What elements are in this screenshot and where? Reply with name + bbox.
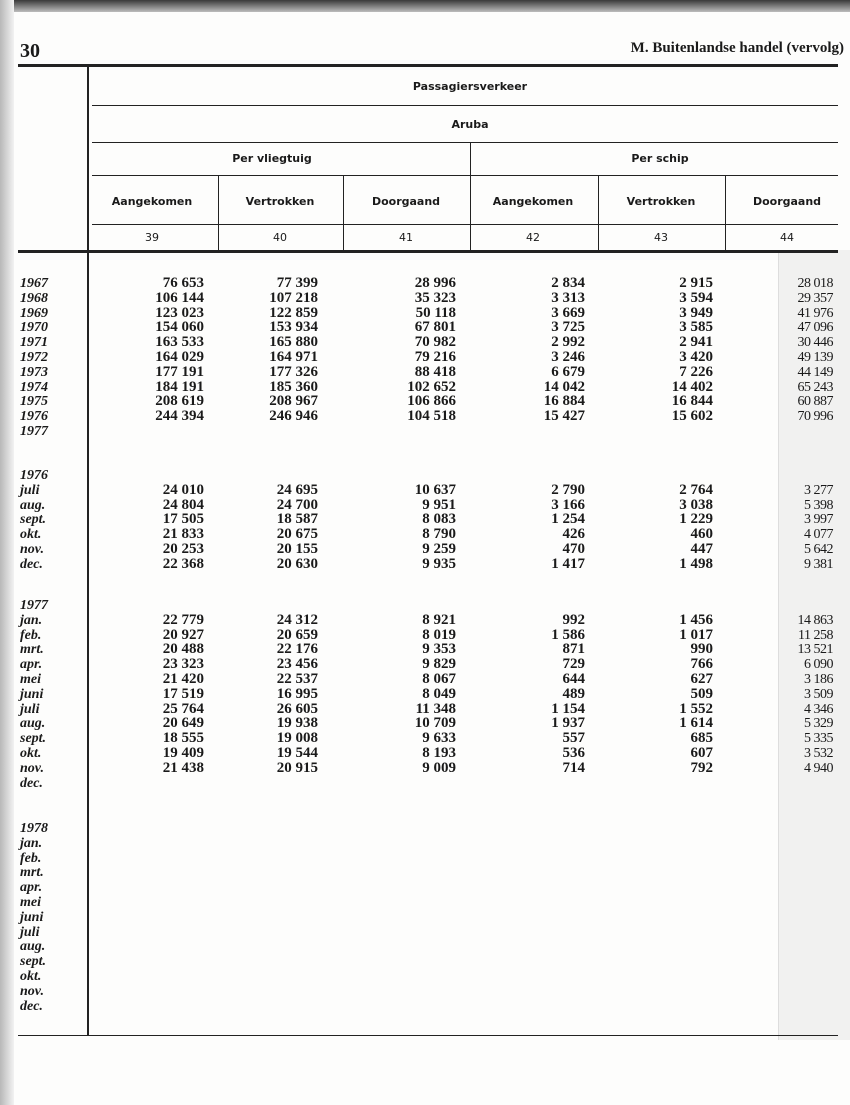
row-label: sept.: [20, 512, 47, 528]
table-cell: 22 176: [276, 641, 318, 658]
table-cell: 9 935: [422, 555, 456, 572]
row-label: dec.: [20, 556, 43, 572]
table-cell: 2 941: [679, 334, 713, 351]
col-header: Aangekomen: [111, 195, 193, 208]
table-cell: 24 312: [276, 611, 318, 628]
table-cell: 3 166: [551, 496, 585, 513]
table-cell: 992: [562, 611, 585, 628]
rule: [92, 175, 838, 176]
table-cell: 2 834: [551, 275, 585, 291]
binding-shadow: [0, 0, 14, 1105]
table-cell: 4 940: [804, 760, 833, 776]
row-label: juli: [20, 924, 40, 940]
divider: [725, 175, 726, 252]
table-cell: 29 357: [797, 290, 833, 306]
table-cell: 41 976: [797, 305, 833, 321]
row-label: aug.: [20, 716, 46, 732]
row-label: feb.: [20, 627, 42, 643]
col-number: 43: [654, 231, 668, 244]
row-label: nov.: [20, 542, 44, 557]
divider: [343, 175, 344, 252]
table-cell: 447: [690, 541, 713, 557]
table-cell: 20 649: [162, 715, 204, 732]
table-cell: 4 346: [804, 701, 833, 717]
row-label: okt.: [20, 527, 42, 543]
table-cell: 14 863: [797, 612, 833, 628]
table-cell: 3 594: [679, 289, 713, 306]
table-cell: 8 193: [422, 745, 456, 761]
rule: [92, 224, 838, 225]
table-cell: 164 971: [269, 349, 318, 365]
table-cell: 15 427: [543, 408, 585, 425]
table-cell: 21 420: [162, 671, 204, 687]
row-label: 1972: [20, 350, 48, 365]
table-cell: 13 521: [797, 642, 833, 658]
row-label: 1970: [20, 320, 48, 336]
table-cell: 6 679: [551, 363, 585, 380]
table-cell: 21 833: [162, 526, 204, 543]
table-cell: 67 801: [414, 319, 456, 336]
table-cell: 8 790: [422, 526, 456, 543]
table-cell: 1 017: [679, 626, 713, 643]
table-cell: 5 642: [804, 542, 833, 557]
table-cell: 153 934: [269, 319, 318, 336]
table-cell: 26 605: [276, 700, 318, 717]
table-cell: 10 637: [414, 481, 456, 498]
table-cell: 3 585: [679, 319, 713, 336]
table-cell: 24 695: [276, 481, 318, 498]
table-cell: 104 518: [407, 408, 456, 425]
divider: [598, 175, 599, 252]
rule: [92, 105, 838, 106]
top-rule: [18, 64, 838, 67]
table-cell: 76 653: [162, 275, 204, 291]
table-cell: 35 323: [414, 289, 456, 306]
table-cell: 24 010: [162, 481, 204, 498]
table-cell: 22 368: [162, 555, 204, 572]
row-label: 1968: [20, 290, 48, 306]
table-cell: 871: [562, 641, 585, 658]
row-label: jan.: [20, 835, 43, 851]
col-header: Aangekomen: [492, 195, 574, 208]
table-cell: 20 253: [162, 541, 204, 557]
row-label: dec.: [20, 998, 43, 1014]
table-cell: 28 018: [797, 276, 833, 291]
row-label: mrt.: [20, 865, 44, 881]
table-cell: 3 949: [679, 304, 713, 321]
row-label: juli: [20, 482, 40, 498]
col-number: 42: [526, 231, 540, 244]
scan-edge: [0, 0, 850, 12]
table-cell: 11 258: [798, 627, 833, 643]
table-cell: 11 348: [415, 700, 456, 717]
table-cell: 15 602: [671, 408, 713, 425]
table-cell: 16 844: [671, 393, 713, 410]
table-cell: 729: [562, 656, 585, 673]
table-cell: 177 326: [269, 363, 318, 380]
row-label: mei: [20, 672, 41, 687]
table-cell: 3 997: [804, 512, 833, 528]
table-cell: 1 614: [679, 715, 713, 732]
table-cell: 19 544: [276, 745, 318, 761]
table-cell: 77 399: [276, 275, 318, 291]
rule: [92, 142, 838, 143]
table-cell: 14 042: [543, 378, 585, 395]
table-cell: 766: [690, 656, 713, 673]
col-number: 40: [273, 231, 287, 244]
table-cell: 122 859: [269, 304, 318, 321]
table-cell: 17 505: [162, 511, 204, 528]
table-cell: 8 049: [422, 685, 456, 702]
table-cell: 3 669: [551, 304, 585, 321]
header-mode-sea: Per schip: [631, 152, 689, 165]
table-cell: 185 360: [269, 378, 318, 395]
table-cell: 1 586: [551, 626, 585, 643]
divider: [470, 142, 471, 252]
col-header: Doorgaand: [371, 195, 441, 208]
row-label: 1976: [20, 409, 48, 425]
table-cell: 28 996: [414, 275, 456, 291]
table-cell: 106 144: [155, 289, 204, 306]
table-cell: 1 154: [551, 700, 585, 717]
row-label: 1975: [20, 394, 48, 410]
table-cell: 8 921: [422, 611, 456, 628]
row-label: okt.: [20, 746, 42, 761]
table-cell: 3 277: [804, 482, 833, 498]
table-cell: 536: [562, 745, 585, 761]
stub-divider: [87, 66, 89, 1036]
table-cell: 8 067: [422, 671, 456, 687]
table-cell: 25 764: [162, 700, 204, 717]
table-cell: 3 420: [679, 349, 713, 365]
table-cell: 470: [562, 541, 585, 557]
table-cell: 20 630: [276, 555, 318, 572]
table-cell: 30 446: [797, 335, 833, 351]
bottom-rule: [18, 1035, 838, 1036]
table-cell: 22 537: [276, 671, 318, 687]
table-cell: 792: [690, 759, 713, 776]
table-cell: 14 402: [671, 378, 713, 395]
table-cell: 165 880: [269, 334, 318, 351]
table-cell: 208 619: [155, 393, 204, 410]
table-cell: 47 096: [797, 320, 833, 336]
row-label: aug.: [20, 939, 46, 955]
table-cell: 44 149: [797, 364, 833, 380]
table-cell: 685: [690, 730, 713, 747]
table-cell: 18 555: [162, 730, 204, 747]
col-number: 41: [399, 231, 413, 244]
section-title: 1976: [20, 468, 48, 483]
table-cell: 7 226: [679, 363, 713, 380]
row-label: sept.: [20, 731, 47, 747]
table-cell: 9 829: [422, 656, 456, 673]
table-cell: 2 764: [679, 481, 713, 498]
row-label: 1973: [20, 364, 48, 380]
table-cell: 557: [562, 730, 585, 747]
table-cell: 49 139: [797, 350, 833, 365]
table-cell: 3 313: [551, 289, 585, 306]
row-label: 1977: [20, 424, 48, 439]
table-cell: 106 866: [407, 393, 456, 410]
table-cell: 79 216: [414, 349, 456, 365]
row-label: sept.: [20, 954, 47, 970]
section-title: 1978: [20, 821, 48, 836]
table-cell: 19 409: [162, 745, 204, 761]
table-cell: 20 915: [276, 759, 318, 776]
table-cell: 3 532: [804, 746, 833, 761]
table-cell: 9 381: [804, 556, 833, 572]
row-label: okt.: [20, 969, 42, 984]
table-cell: 3 246: [551, 349, 585, 365]
row-label: 1971: [20, 335, 48, 351]
row-label: jan.: [20, 612, 43, 628]
table-cell: 16 884: [543, 393, 585, 410]
table-cell: 1 254: [551, 511, 585, 528]
col-number: 44: [780, 231, 794, 244]
table-cell: 88 418: [414, 363, 456, 380]
table-cell: 17 519: [162, 685, 204, 702]
table-cell: 20 675: [276, 526, 318, 543]
row-label: feb.: [20, 850, 42, 866]
table-cell: 20 155: [276, 541, 318, 557]
table-cell: 24 804: [162, 496, 204, 513]
table-cell: 460: [690, 526, 713, 543]
table-cell: 184 191: [155, 378, 204, 395]
table-cell: 644: [562, 671, 585, 687]
row-label: nov.: [20, 760, 44, 776]
table-cell: 163 533: [155, 334, 204, 351]
row-label: 1974: [20, 379, 48, 395]
table-cell: 5 329: [804, 716, 833, 732]
table-cell: 244 394: [155, 408, 204, 425]
header-bottom-rule: [18, 250, 838, 253]
table-cell: 5 335: [804, 731, 833, 747]
table-cell: 2 790: [551, 481, 585, 498]
table-cell: 9 353: [422, 641, 456, 658]
table-cell: 19 938: [276, 715, 318, 732]
col-header: Vertrokken: [245, 195, 315, 208]
table-cell: 1 417: [551, 555, 585, 572]
table-cell: 1 229: [679, 511, 713, 528]
table-cell: 164 029: [155, 349, 204, 365]
table-cell: 70 996: [797, 409, 833, 425]
table-cell: 20 927: [162, 626, 204, 643]
table-cell: 24 700: [276, 496, 318, 513]
table-cell: 627: [690, 671, 713, 687]
table-cell: 23 456: [276, 656, 318, 673]
row-label: dec.: [20, 775, 43, 791]
table-cell: 20 659: [276, 626, 318, 643]
table-cell: 9 633: [422, 730, 456, 747]
col-number: 39: [145, 231, 159, 244]
table-cell: 177 191: [155, 363, 204, 380]
table-cell: 607: [690, 745, 713, 761]
divider: [218, 175, 219, 252]
row-label: 1967: [20, 276, 48, 291]
row-label: 1969: [20, 305, 48, 321]
row-label: apr.: [20, 880, 43, 896]
table-cell: 426: [562, 526, 585, 543]
table-cell: 9 951: [422, 496, 456, 513]
table-cell: 8 083: [422, 511, 456, 528]
row-label: juni: [20, 909, 44, 925]
table-cell: 3 509: [804, 686, 833, 702]
col-header: Doorgaand: [752, 195, 822, 208]
table-cell: 4 077: [804, 527, 833, 543]
table-cell: 9 259: [422, 541, 456, 557]
table-cell: 3 038: [679, 496, 713, 513]
table-cell: 21 438: [162, 759, 204, 776]
section-title: 1977: [20, 598, 48, 613]
row-label: nov.: [20, 983, 44, 999]
page-number: 30: [20, 40, 40, 62]
table-cell: 154 060: [155, 319, 204, 336]
table-cell: 5 398: [804, 497, 833, 513]
table-cell: 23 323: [162, 656, 204, 673]
table-cell: 22 779: [162, 611, 204, 628]
table-cell: 50 118: [415, 304, 456, 321]
running-head: M. Buitenlandse handel (vervolg): [630, 40, 844, 56]
table-cell: 1 498: [679, 555, 713, 572]
table-cell: 1 552: [679, 700, 713, 717]
table-cell: 8 019: [422, 626, 456, 643]
row-label: mei: [20, 895, 41, 910]
table-cell: 1 456: [679, 611, 713, 628]
table-cell: 9 009: [422, 759, 456, 776]
row-label: aug.: [20, 497, 46, 513]
table-cell: 3 186: [804, 672, 833, 687]
table-cell: 70 982: [414, 334, 456, 351]
header-region: Aruba: [451, 118, 489, 131]
table-cell: 107 218: [269, 289, 318, 306]
table-cell: 246 946: [269, 408, 318, 425]
table-cell: 123 023: [155, 304, 204, 321]
table-cell: 208 967: [269, 393, 318, 410]
table-cell: 2 915: [679, 275, 713, 291]
col-header: Vertrokken: [626, 195, 696, 208]
table-cell: 2 992: [551, 334, 585, 351]
table-cell: 102 652: [407, 378, 456, 395]
table-cell: 65 243: [797, 379, 833, 395]
table-cell: 714: [562, 759, 585, 776]
row-label: mrt.: [20, 642, 44, 658]
table-cell: 1 937: [551, 715, 585, 732]
table-cell: 3 725: [551, 319, 585, 336]
table-cell: 60 887: [797, 394, 833, 410]
header-mode-air: Per vliegtuig: [232, 152, 312, 165]
table-cell: 489: [562, 685, 585, 702]
table-cell: 509: [690, 685, 713, 702]
row-label: juli: [20, 701, 40, 717]
header-group: Passagiersverkeer: [412, 80, 528, 93]
table-cell: 16 995: [276, 685, 318, 702]
row-label: juni: [20, 686, 44, 702]
table-cell: 19 008: [276, 730, 318, 747]
table-cell: 18 587: [276, 511, 318, 528]
table-cell: 6 090: [804, 657, 833, 673]
table-cell: 10 709: [414, 715, 456, 732]
table-cell: 20 488: [162, 641, 204, 658]
table-cell: 990: [690, 641, 713, 658]
row-label: apr.: [20, 657, 43, 673]
